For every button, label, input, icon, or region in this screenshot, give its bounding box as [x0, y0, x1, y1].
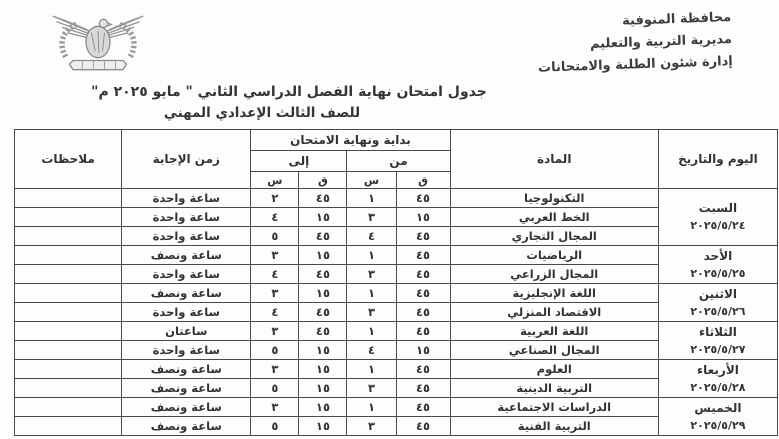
org-governorate: محافظة المنوفية — [622, 9, 732, 29]
to-hours-cell: ٤ — [251, 208, 299, 227]
duration-cell: ساعة ونصف — [122, 379, 251, 398]
from-hours-cell: ١ — [347, 398, 396, 417]
subject-cell: التربية الفنية — [450, 417, 658, 436]
day-date: ٢٠٢٥/٥/٢٥ — [690, 266, 746, 280]
notes-cell — [15, 208, 122, 227]
to-minutes-cell: ٤٥ — [299, 227, 347, 246]
duration-cell: ساعتان — [122, 322, 251, 341]
notes-cell — [15, 360, 122, 379]
table-row — [15, 246, 778, 265]
day-name: الخميس — [694, 400, 742, 415]
table-row — [15, 360, 778, 379]
notes-cell — [15, 246, 122, 265]
from-minutes-cell: ٤٥ — [396, 227, 450, 246]
from-minutes-cell: ١٥ — [396, 341, 450, 360]
from-minutes-cell: ٤٥ — [396, 189, 450, 208]
from-minutes-cell: ٤٥ — [396, 398, 450, 417]
to-hours-cell: ٣ — [251, 322, 299, 341]
duration-cell: ساعة واحدة — [122, 341, 251, 360]
notes-cell — [15, 284, 122, 303]
to-minutes-cell: ٤٥ — [299, 265, 347, 284]
col-header-timing: بداية ونهاية الامتحان — [251, 130, 450, 151]
notes-cell — [15, 322, 122, 341]
grade-subtitle: للصف الثالث الإعدادي المهني — [163, 105, 361, 121]
duration-cell: ساعة ونصف — [122, 398, 251, 417]
notes-cell — [15, 303, 122, 322]
subject-cell: المجال التجاري — [450, 227, 658, 246]
to-minutes-cell: ٤٥ — [299, 322, 347, 341]
to-hours-cell: ٥ — [251, 417, 299, 436]
duration-cell: ساعة واحدة — [122, 227, 251, 246]
subject-cell: الخط العربي — [450, 208, 658, 227]
from-minutes-cell: ٤٥ — [396, 360, 450, 379]
to-hours-cell: ٥ — [251, 341, 299, 360]
day-date: ٢٠٢٥/٥/٢٤ — [690, 219, 746, 232]
to-minutes-cell: ١٥ — [299, 417, 347, 436]
col-header-from: من — [347, 151, 450, 172]
duration-cell: ساعة واحدة — [122, 208, 251, 227]
subject-cell: المجال الزراعي — [450, 265, 658, 284]
day-name: الثلاثاء — [699, 324, 737, 339]
letterhead — [536, 7, 733, 80]
subheader-to-minutes: ق — [299, 172, 347, 189]
from-minutes-cell: ٤٥ — [396, 246, 450, 265]
table-row — [15, 322, 778, 341]
notes-cell — [15, 417, 122, 436]
duration-cell: ساعة واحدة — [122, 303, 251, 322]
from-hours-cell: ١ — [347, 189, 396, 208]
duration-cell: ساعة واحدة — [122, 189, 251, 208]
to-hours-cell: ٣ — [251, 398, 299, 417]
col-header-subject: المادة — [450, 130, 658, 189]
from-minutes-cell: ٤٥ — [396, 284, 450, 303]
day-cell — [658, 246, 777, 284]
duration-cell: ساعة ونصف — [122, 284, 251, 303]
from-hours-cell: ١ — [347, 322, 396, 341]
subheader-from-minutes: ق — [396, 172, 450, 189]
day-date: ٢٠٢٥/٥/٢٧ — [690, 342, 746, 356]
table-row — [15, 284, 778, 303]
exam-schedule-table — [14, 129, 778, 436]
org-administration: إدارة شئون الطلبة والامتحانات — [537, 53, 734, 76]
to-hours-cell: ٤ — [251, 303, 299, 322]
from-hours-cell: ٤ — [347, 227, 396, 246]
subject-cell: الرياضيات — [450, 246, 658, 265]
subheader-from-hours: س — [347, 172, 396, 189]
from-minutes-cell: ٤٥ — [396, 379, 450, 398]
to-hours-cell: ٣ — [251, 360, 299, 379]
col-header-day: اليوم والتاريخ — [658, 130, 777, 189]
to-minutes-cell: ١٥ — [299, 398, 347, 417]
from-minutes-cell: ٤٥ — [396, 417, 450, 436]
duration-cell: ساعة ونصف — [122, 360, 251, 379]
from-hours-cell: ٣ — [347, 265, 396, 284]
day-name: الاثنين — [698, 286, 737, 301]
to-hours-cell: ٢ — [251, 189, 299, 208]
duration-cell: ساعة ونصف — [122, 246, 251, 265]
from-minutes-cell: ٤٥ — [396, 265, 450, 284]
to-minutes-cell: ١٥ — [299, 379, 347, 398]
from-minutes-cell: ٤٥ — [396, 322, 450, 341]
col-header-duration: زمن الإجابة — [122, 130, 251, 189]
day-cell — [658, 284, 777, 322]
subject-cell: اللغة العربية — [450, 322, 658, 341]
to-minutes-cell: ٤٥ — [299, 189, 347, 208]
col-header-to: إلى — [251, 151, 347, 172]
subheader-to-hours: س — [251, 172, 299, 189]
table-row — [15, 398, 778, 417]
from-hours-cell: ١ — [347, 360, 396, 379]
day-date: ٢٠٢٥/٥/٢٦ — [690, 304, 746, 318]
col-header-notes: ملاحظات — [15, 130, 122, 189]
subject-cell: التكنولوجيا — [450, 189, 658, 208]
to-hours-cell: ٥ — [251, 379, 299, 398]
from-hours-cell: ٣ — [347, 208, 396, 227]
to-minutes-cell: ١٥ — [299, 341, 347, 360]
from-minutes-cell: ١٥ — [396, 208, 450, 227]
day-cell — [658, 398, 777, 436]
subject-cell: العلوم — [450, 360, 658, 379]
notes-cell — [15, 341, 122, 360]
from-hours-cell: ٣ — [347, 417, 396, 436]
from-hours-cell: ١ — [347, 246, 396, 265]
day-date: ٢٠٢٥/٥/٢٩ — [690, 418, 746, 432]
from-hours-cell: ٣ — [347, 303, 396, 322]
to-hours-cell: ٤ — [251, 265, 299, 284]
day-name: السبت — [698, 201, 738, 215]
to-minutes-cell: ١٥ — [299, 208, 347, 227]
subject-cell: اللغة الإنجليزية — [450, 284, 658, 303]
to-hours-cell: ٥ — [251, 227, 299, 246]
day-cell — [658, 360, 777, 398]
to-minutes-cell: ٤٥ — [299, 303, 347, 322]
day-name: الأحد — [703, 248, 733, 263]
from-minutes-cell: ٤٥ — [396, 303, 450, 322]
subject-cell: الاقتصاد المنزلي — [450, 303, 658, 322]
duration-cell: ساعة ونصف — [122, 417, 251, 436]
notes-cell — [15, 227, 122, 246]
table-row — [15, 189, 778, 208]
exam-schedule-title: جدول امتحان نهاية الفصل الدراسي الثاني " مايو ٢٠٢٥ م" — [91, 84, 487, 100]
subject-cell: المجال الصناعي — [450, 341, 658, 360]
to-hours-cell: ٣ — [251, 246, 299, 265]
notes-cell — [15, 398, 122, 417]
to-minutes-cell: ١٥ — [299, 360, 347, 379]
duration-cell: ساعة واحدة — [122, 265, 251, 284]
to-hours-cell: ٣ — [251, 284, 299, 303]
to-minutes-cell: ١٥ — [299, 284, 347, 303]
to-minutes-cell: ١٥ — [299, 246, 347, 265]
org-directorate: مديرية التربية والتعليم — [589, 31, 733, 52]
governorate-eagle-emblem-icon — [38, 2, 158, 82]
subject-cell: التربية الدينية — [450, 379, 658, 398]
day-cell — [658, 322, 777, 360]
from-hours-cell: ٤ — [347, 341, 396, 360]
notes-cell — [15, 379, 122, 398]
day-name: الأربعاء — [696, 362, 739, 377]
subject-cell: الدراسات الاجتماعية — [450, 398, 658, 417]
from-hours-cell: ١ — [347, 284, 396, 303]
from-hours-cell: ٣ — [347, 379, 396, 398]
day-cell — [658, 189, 777, 246]
notes-cell — [15, 265, 122, 284]
day-date: ٢٠٢٥/٥/٢٨ — [690, 380, 746, 394]
notes-cell — [15, 189, 122, 208]
